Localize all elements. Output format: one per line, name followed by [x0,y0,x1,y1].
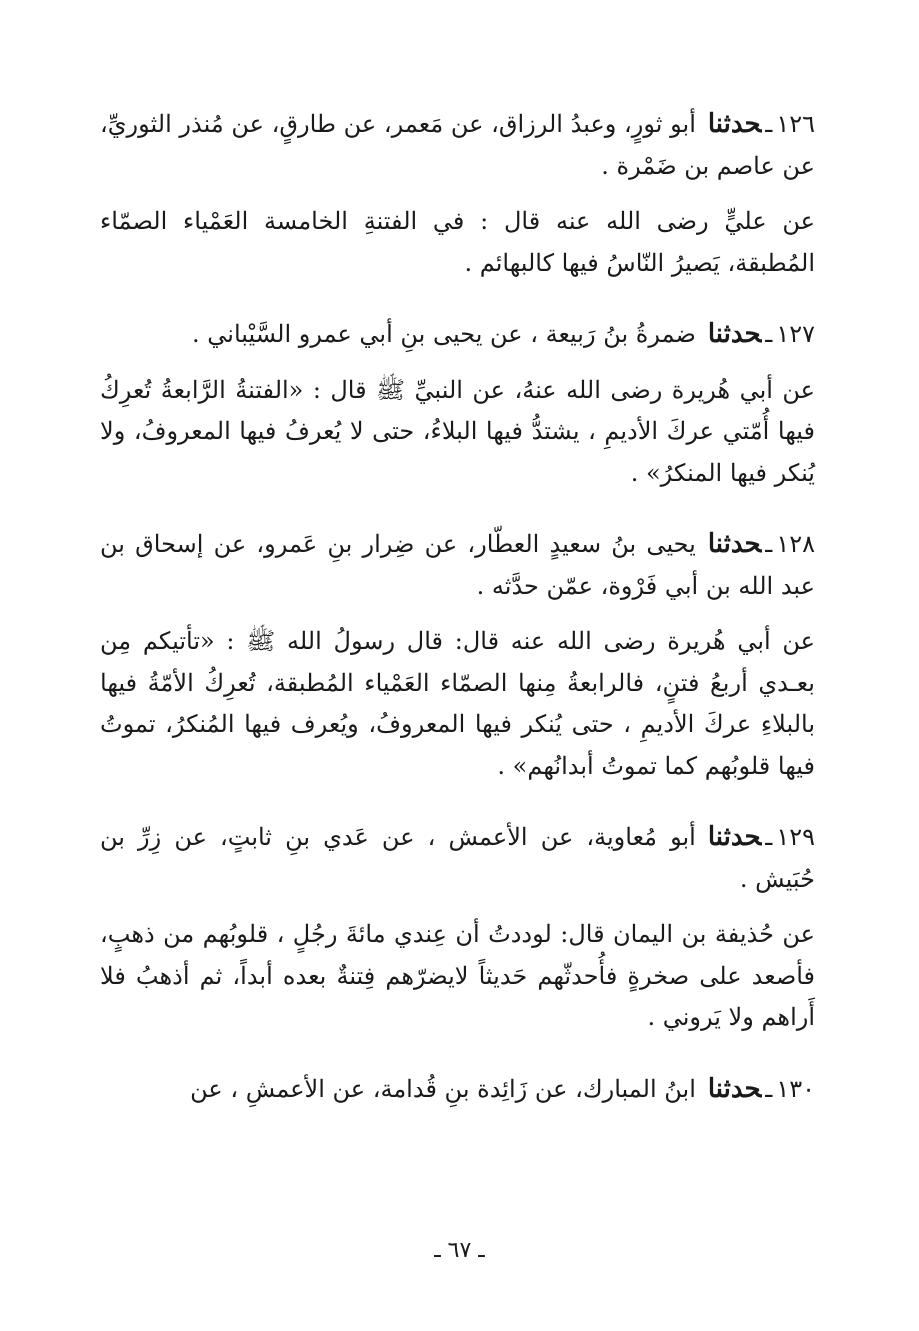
isnad-paragraph [100,314,815,356]
haddathana-keyword: حدثنا [707,1073,762,1104]
dash: ـ [765,530,773,558]
haddathana-keyword: حدثنا [707,109,762,139]
isnad-text: ضمرةُ بنُ رَبيعة ، عن يحيى بنِ أبي عمرو السَّيْباني . [192,320,696,348]
haddathana-keyword: حدثنا [707,822,762,852]
haddathana-keyword: حدثنا [707,319,762,349]
hadith-number: ١٢٨ [776,530,815,558]
hadith-number: ١٢٦ [776,110,815,138]
isnad-paragraph [100,817,815,900]
dash: ـ [765,110,773,138]
matn-paragraph: عن حُذيفة بن اليمان قال: لوددتُ أن عِندي مائةَ رجُلٍ ، قلوبُهم من ذهبٍ، فأصعد على صخرةٍ فأُحدثّهم حَديثاً لايضرّهم فِتنةٌ بعده أبداً، ثم أذهبُ فلا أَراهم ولا يَروني . [100,920,815,1031]
matn-paragraph: عن عليٍّ رضى الله عنه قال : في الفتنةِ الخامسة العَمْياء الصمّاء المُطبقة، يَصيرُ النّاسُ فيها كالبهائم . [100,207,815,277]
isnad-paragraph [100,1069,815,1111]
matn-paragraph: عن أبي هُريرة رضى الله عنهُ، عن النبيِّ ﷺ قال : «الفتنةُ الرَّابعةُ تُعرِكُ فيها أُمّتي عركَ الأديمِ ، يشتدُّ فيها البلاءُ، حتى لا يُعرفُ فيها المعروفُ، ولا يُنكر فيها المنكرُ» . [100,375,815,487]
hadith-number: ١٣٠ [776,1074,815,1103]
isnad-paragraph [100,524,815,607]
isnad-text: أبو مُعاوية، عن الأعمش ، عن عَدي بنِ ثابتٍ، عن زِرِّ بن حُبَيش . [100,823,815,893]
isnad-text: ابنُ المبارك، عن زَائِدة بنِ قُدامة، عن الأعمشِ ، عن [190,1074,696,1103]
matn-paragraph: عن أبي هُريرة رضى الله عنه قال: قال رسولُ الله ﷺ : «تأتيكم مِن بعـدي أربعُ فتنٍ، فالرابعةُ مِنها الصمّاء العَمْياء المُطبقة، تُعرِكُ الأمّةُ فيها بالبلاءِ عركَ الأديمِ ، حتى يُنكر فيها المعروفُ، ويُعرف فيها المُنكرُ، تموتُ فيها قلوبُهم كما تموتُ أبدانُهم» . [100,627,815,780]
isnad-text: أبو ثورٍ، وعبدُ الرزاق، عن مَعمر، عن طارقٍ، عن مُنذر الثوريِّ، عن عاصم بن ضَمْرة . [100,110,815,180]
hadith-number: ١٢٧ [776,320,815,348]
dash: ـ [765,320,773,348]
page-number: ـ ٦٧ ـ [434,1238,485,1263]
isnad-paragraph [100,104,815,187]
haddathana-keyword: حدثنا [707,529,762,559]
dash: ـ [765,823,773,851]
isnad-text: يحيى بنُ سعيدٍ العطّار، عن ضِرار بنِ عَمرو، عن إسحاق بن عبد الله بن أبي فَرْوة، عمّن حدَّثه . [100,530,815,600]
dash: ـ [765,1074,773,1103]
hadith-number: ١٢٩ [776,823,815,851]
